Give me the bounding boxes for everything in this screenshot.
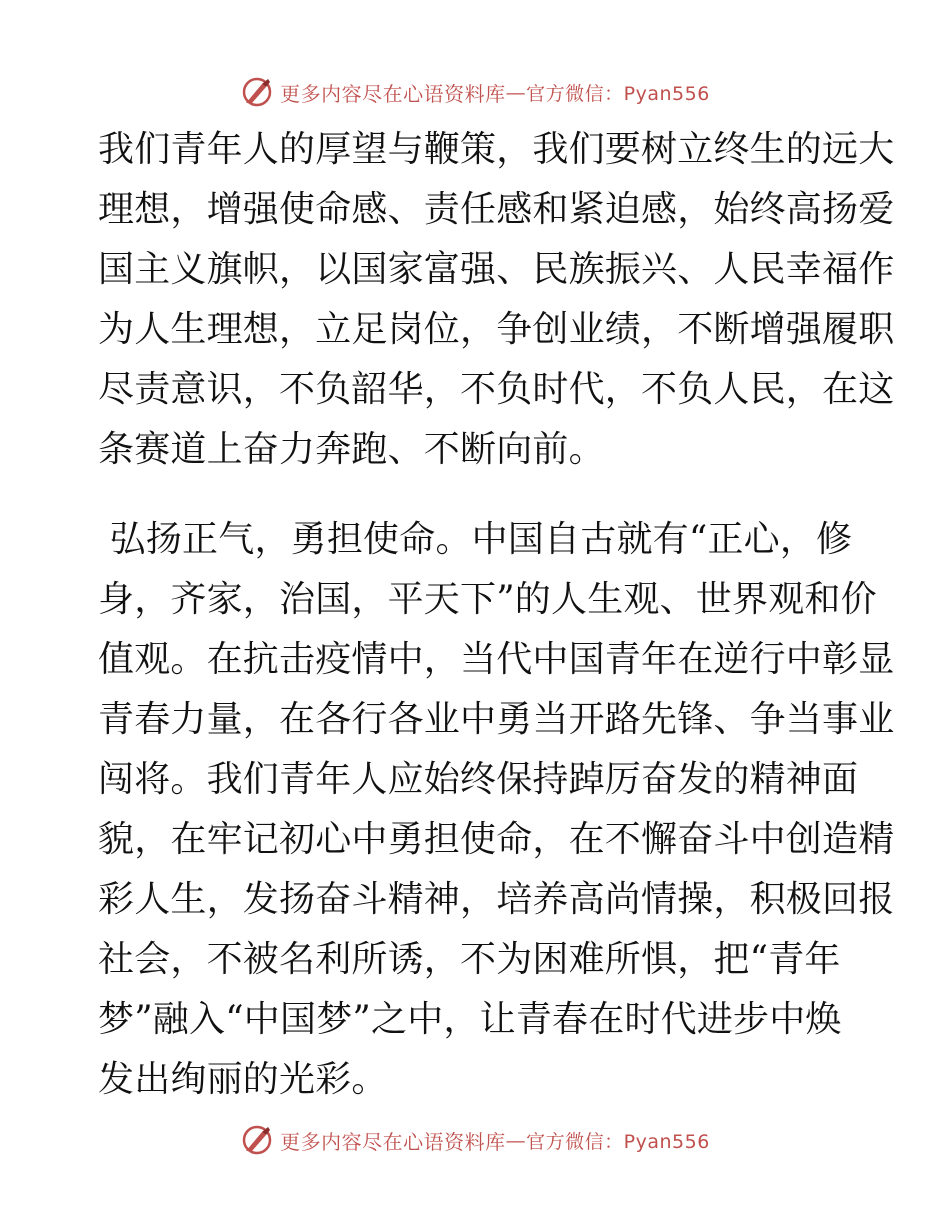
footer-banner-separator: — bbox=[505, 1128, 527, 1152]
text-line: 值观。在抗击疫情中，当代中国青年在逆行中彰显 bbox=[98, 639, 895, 680]
paragraph-1 bbox=[98, 120, 895, 480]
header-banner-separator: — bbox=[505, 80, 527, 104]
text-line: 理想，增强使命感、责任感和紧迫感，始终高扬爱 bbox=[98, 189, 895, 230]
footer-banner-official: 官方微信：Pyan556 bbox=[526, 1130, 710, 1153]
header-banner-official: 官方微信：Pyan556 bbox=[526, 82, 710, 105]
paragraph-2 bbox=[98, 510, 895, 1110]
header-banner bbox=[0, 72, 950, 112]
text-line: 弘扬正气，勇担使命。中国自古就有“正心，修 bbox=[98, 519, 853, 560]
text-line: 为人生理想，立足岗位，争创业绩，不断增强履职 bbox=[98, 309, 895, 350]
text-line: 尽责意识，不负韶华，不负时代，不负人民，在这 bbox=[98, 369, 895, 410]
text-line: 身，齐家，治国，平天下”的人生观、世界观和价 bbox=[98, 579, 877, 620]
text-line: 彩人生，发扬奋斗精神，培养高尚情操，积极回报 bbox=[98, 879, 895, 920]
text-line: 我们青年人的厚望与鞭策，我们要树立终生的远大 bbox=[98, 129, 895, 170]
text-line: 闯将。我们青年人应始终保持踔厉奋发的精神面 bbox=[98, 759, 859, 800]
text-line: 青春力量，在各行各业中勇当开路先锋、争当事业 bbox=[98, 699, 895, 740]
header-banner-text: 更多内容尽在心语资料库 bbox=[280, 81, 506, 106]
footer-banner bbox=[0, 1120, 950, 1160]
document-body bbox=[98, 120, 895, 1110]
text-line: 社会，不被名利所诱，不为困难所惧，把“青年 bbox=[98, 939, 841, 980]
quill-pen-logo-icon bbox=[240, 75, 274, 109]
text-line: 国主义旗帜，以国家富强、民族振兴、人民幸福作 bbox=[98, 249, 895, 290]
text-line: 貌，在牢记初心中勇担使命，在不懈奋斗中创造精 bbox=[98, 819, 895, 860]
text-line: 条赛道上奋力奔跑、不断向前。 bbox=[98, 429, 605, 470]
footer-banner-text: 更多内容尽在心语资料库 bbox=[280, 1129, 506, 1154]
text-line: 梦”融入“中国梦”之中，让青春在时代进步中焕 bbox=[98, 999, 842, 1040]
quill-pen-logo-icon bbox=[240, 1123, 274, 1157]
text-line: 发出绚丽的光彩。 bbox=[98, 1059, 388, 1100]
